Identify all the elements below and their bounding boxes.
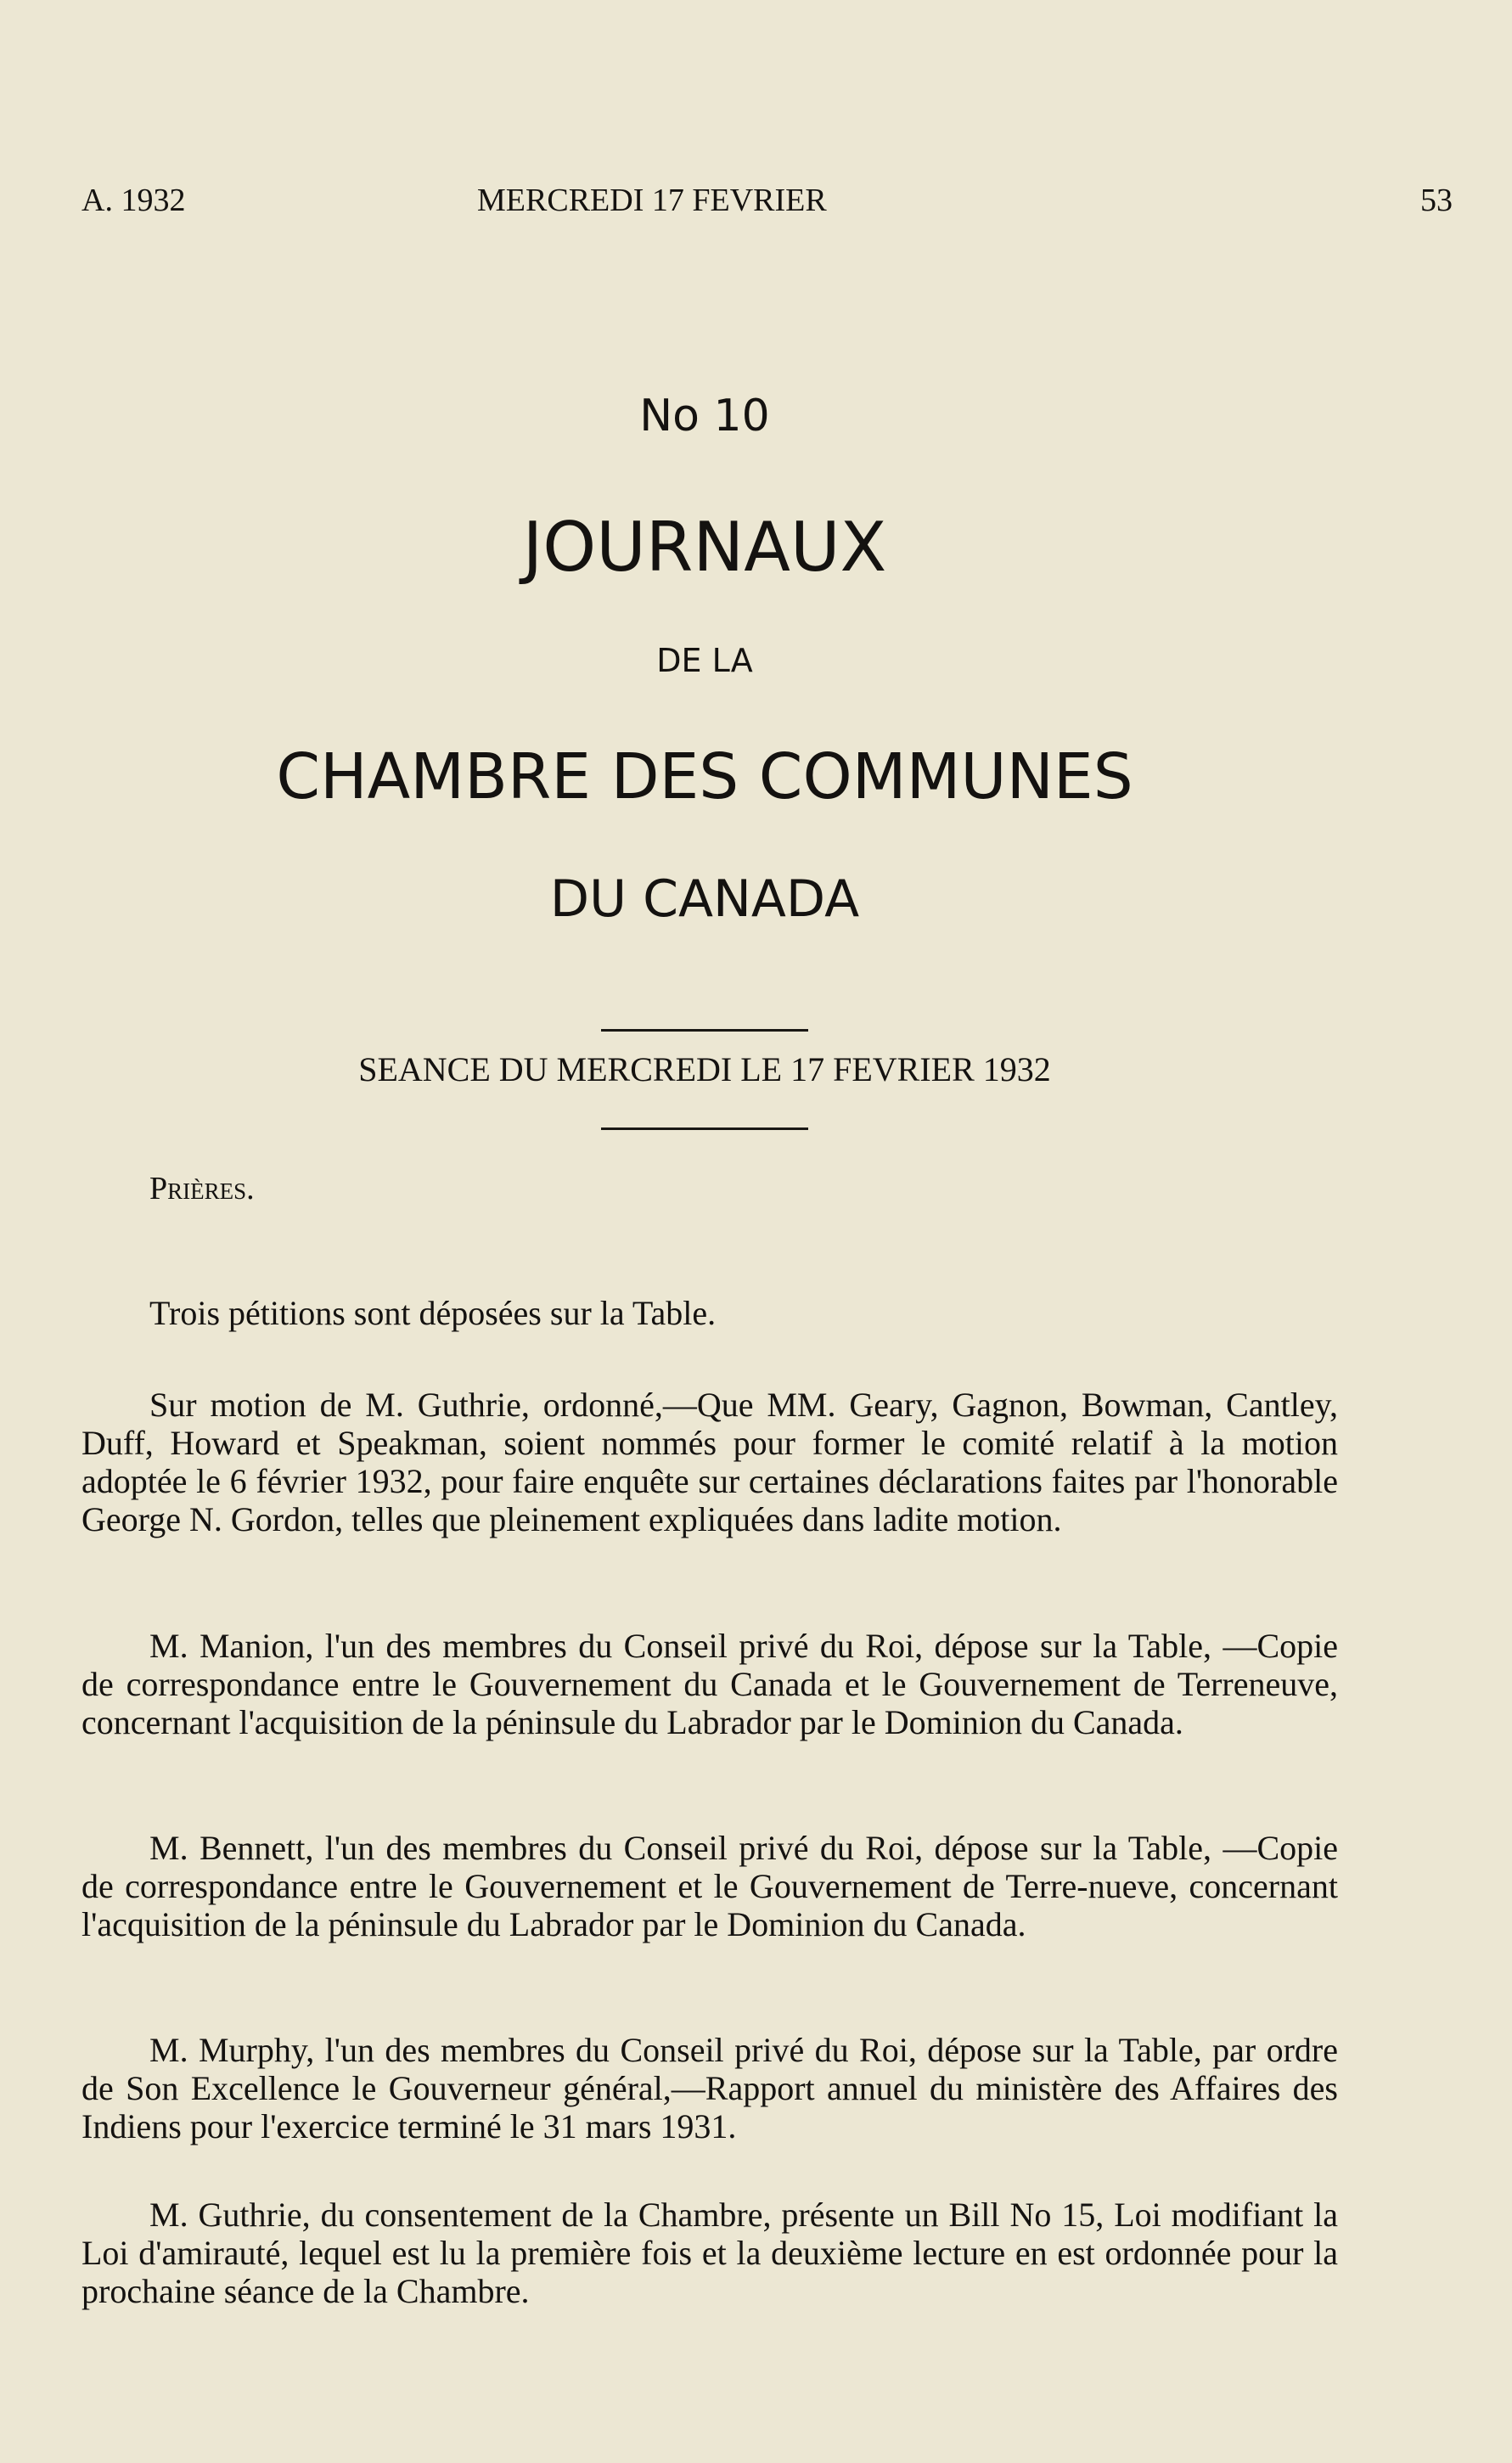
running-head bbox=[82, 182, 1453, 229]
paragraph-guthrie-bill: M. Guthrie, du consentement de la Chambre, présente un Bill No 15, Loi modifiant la Loi d'amirauté, lequel est lu la première fois et la deuxième lecture en est ordonnée pour la prochaine séance de la Chambre. bbox=[82, 2196, 1338, 2310]
page-number: 53 bbox=[1420, 183, 1453, 218]
paragraph-bennett-tabling: M. Bennett, l'un des membres du Conseil privé du Roi, dépose sur la Table, —Copie de correspondance entre le Gouvernement et le Gouvernement de Terre-nueve, concernant l'acquisition de la péninsule du Labrador par le Dominion du Canada. bbox=[82, 1829, 1338, 1943]
title-connector: DE LA bbox=[656, 642, 753, 679]
issue-number: No 10 bbox=[639, 391, 770, 441]
paragraph-manion-tabling: M. Manion, l'un des membres du Conseil privé du Roi, dépose sur la Table, —Copie de correspondance entre le Gouvernement du Canada et le Gouvernement de Terreneuve, concernant l'acquisition de la péninsule du Labrador par le Dominion du Canada. bbox=[82, 1627, 1338, 1741]
year-marker: A. 1932 bbox=[82, 183, 186, 218]
institution-title: CHAMBRE DES COMMUNES bbox=[276, 740, 1133, 813]
divider-rule bbox=[601, 1029, 808, 1032]
running-date: MERCREDI 17 FEVRIER bbox=[477, 183, 827, 218]
journal-title: JOURNAUX bbox=[522, 508, 887, 587]
paragraph-committee-motion: Sur motion de M. Guthrie, ordonné,—Que MM. Geary, Gagnon, Bowman, Cantley, Duff, Howard et Speakman, soient nommés pour former le comité relatif à la motion adoptée le 6 février 1932, pour faire enquête sur certaines déclarations faites par l'honorable George N. Gordon, telles que pleinement expliquées dans ladite motion. bbox=[82, 1386, 1338, 1538]
country-title: DU CANADA bbox=[549, 869, 860, 929]
divider-rule bbox=[601, 1127, 808, 1130]
paragraph-murphy-tabling: M. Murphy, l'un des membres du Conseil privé du Roi, dépose sur la Table, par ordre de Son Excellence le Gouverneur général,—Rapport annuel du ministère des Affaires des Indiens pour l'exercice terminé le 31 mars 1931. bbox=[82, 2031, 1338, 2145]
session-heading: SEANCE DU MERCREDI LE 17 FEVRIER 1932 bbox=[358, 1050, 1051, 1088]
paragraph-petitions: Trois pétitions sont déposées sur la Table. bbox=[149, 1294, 717, 1332]
prayers-heading: Prières. bbox=[149, 1171, 255, 1206]
